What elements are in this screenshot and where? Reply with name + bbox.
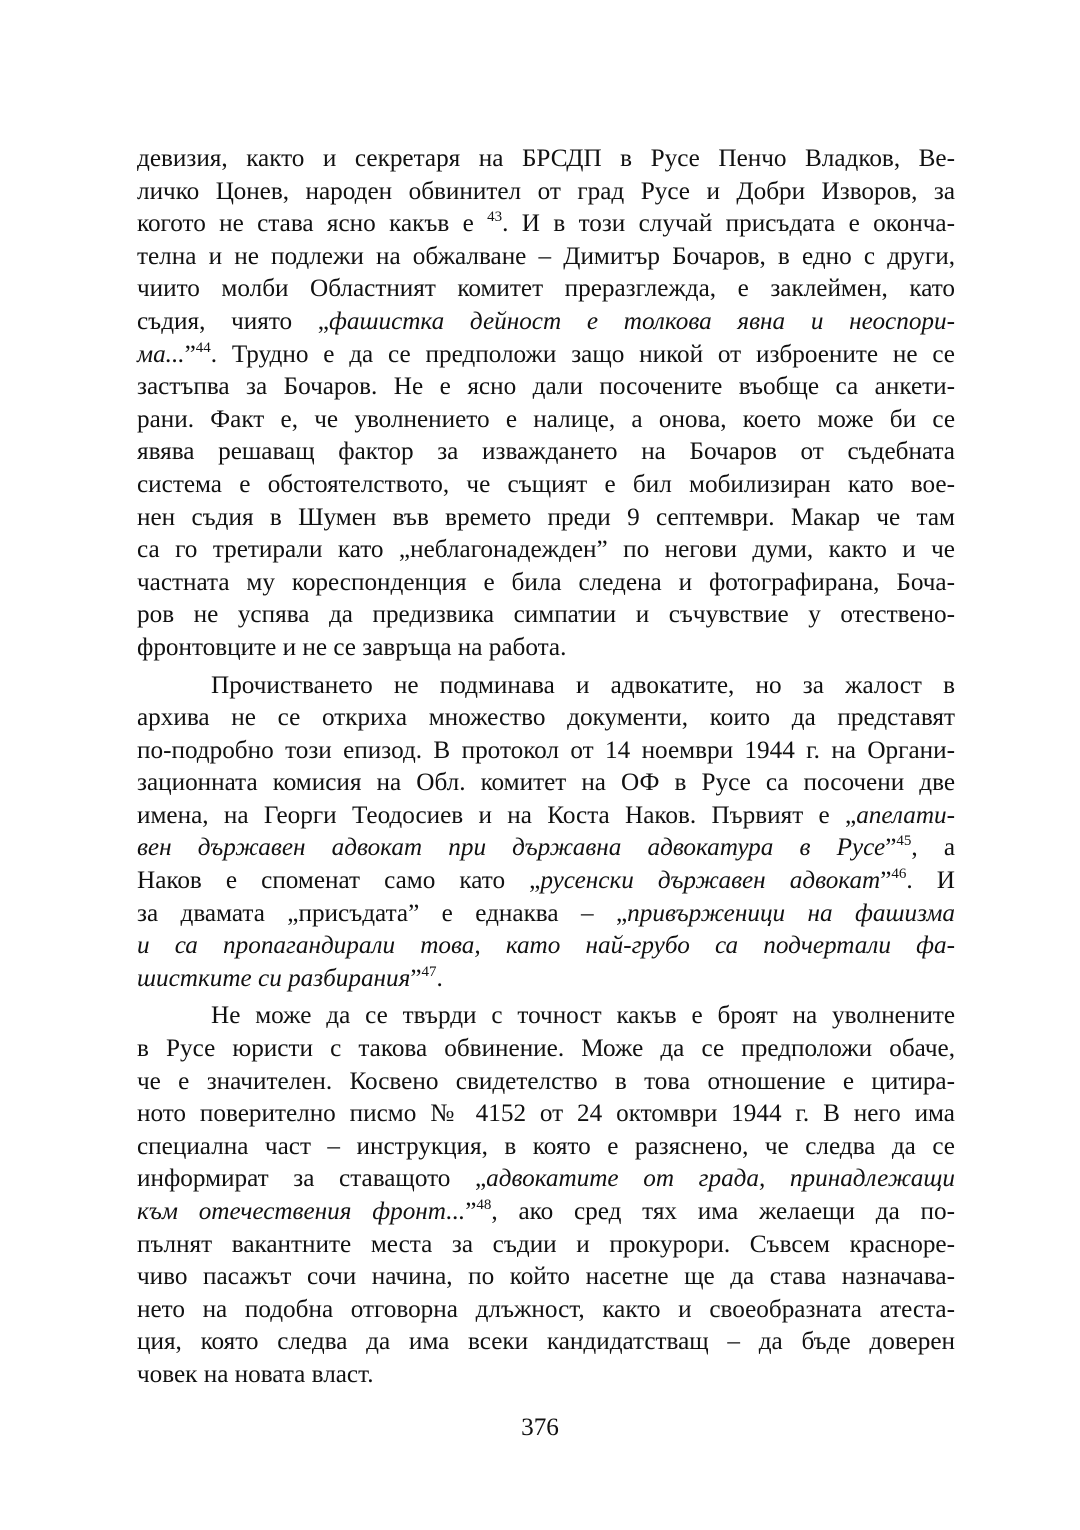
text-run: имена, на Георги Теодосиев и на Коста Наков. Първият е „ [137,801,857,829]
text-run: ция, която следва да има всеки кандидатстващ – да бъде доверен [137,1328,955,1356]
text-run: по-подробно този епизод. В протокол от 14 ноември 1944 г. на Органи- [137,736,955,764]
text-run: че е значителен. Косвено свидетелство в това отношение е цитира- [137,1067,955,1095]
italic-quote: адвокатите от града, принадлежащи [486,1165,955,1193]
text-line [137,567,955,600]
text-run: съдия, чиято „ [137,307,329,335]
text-run: за двамата „присъдата” е еднаква – „ [137,899,628,927]
text-line [137,963,955,996]
text-line [137,1261,955,1294]
text-line [137,339,955,372]
text-line [137,208,955,241]
italic-quote: привърженици на фашизма [627,899,955,927]
text-run: застъпва за Бочаров. Не е ясно дали посочените въобще са анкети- [137,373,955,401]
italic-quote: апелати- [856,801,955,829]
text-line [137,632,955,665]
text-run: девизия, както и секретаря на БРСДП в Русе Пенчо Владков, Ве- [137,145,955,172]
text-line [137,670,955,703]
text-run: рани. Факт е, че уволнението е налице, а онова, което може би се [137,405,955,433]
text-line [137,371,955,404]
text-run: . И в този случай присъдата е оконча- [502,210,955,238]
text-run: в Русе юристи с такова обвинение. Може да се предположи обаче, [137,1035,955,1063]
text-run: Наков е споменат само като „ [137,867,541,895]
text-line [137,306,955,339]
text-run: явява решаващ фактор за изваждането на Бочаров от съдебната [137,438,955,466]
text-line [137,1033,955,1066]
text-run: чиито молби Областният комитет преразглежда, е заклеймен, като [137,275,955,303]
text-run: пълнят вакантните места за съдии и прокурори. Съвсем красноре- [137,1230,955,1258]
text-run: частната му кореспонденция е била следена и фотографирана, Боча- [137,568,955,596]
text-line [137,1000,955,1033]
text-line [137,1066,955,1099]
text-run: ” [410,964,422,992]
italic-quote: фашистка дейност е толкова явна и неоспори- [328,307,955,335]
text-run: , ако сред тях има желаещи да по- [491,1198,956,1225]
text-run: система е обстоятелството, че същият е бил мобилизиран като вое- [137,470,955,498]
italic-quote: към отечествения фронт... [137,1198,466,1225]
text-run: архива не се откриха множество документи, които да представят [137,704,955,732]
text-line [137,436,955,469]
text-line [137,702,955,735]
text-run: личко Цонев, народен обвинител от град Русе и Добри Изворов, за [137,177,955,205]
text-run: ” [465,1198,477,1225]
text-line [137,176,955,209]
text-run: нен съдия в Шумен във времето преди 9 септември. Макар че там [137,503,955,531]
footnote-ref: 44 [195,339,211,356]
text-line [137,1294,955,1327]
paragraph [137,1000,955,1391]
text-line [137,1098,955,1131]
paragraph [137,143,955,665]
text-line [137,832,955,865]
text-line [137,502,955,535]
text-run: човек на новата власт. [137,1360,374,1388]
italic-quote: русенски държавен адвокат [540,867,881,895]
text-run: ров не успява да предизвика симпатии и съчувствие у отествено- [137,601,955,629]
text-run: . И [906,867,955,895]
italic-quote: и са пропагандирали това, като най-грубо са подчертали фа- [137,932,955,960]
text-line [137,599,955,632]
text-run: телна и не подлежи на обжалване – Димитър Бочаров, в едно с други, [137,242,955,270]
text-line [137,735,955,768]
text-run: когото не става ясно какъв е [137,210,488,238]
text-line [137,1229,955,1262]
text-run: информират за ставащото „ [137,1165,487,1193]
text-line [137,1196,955,1229]
text-line [137,1131,955,1164]
text-run: , а [911,834,955,862]
page-number: 376 [521,1414,559,1441]
text-run: . [436,964,443,992]
text-line [137,800,955,833]
text-line [137,898,955,931]
text-line [137,241,955,274]
text-line [137,404,955,437]
text-line [137,273,955,306]
footnote-ref: 43 [487,209,503,226]
text-line [137,767,955,800]
text-run: са го третирали като „неблагонадежден” по негови думи, както и че [137,536,955,564]
footnote-ref: 48 [476,1197,492,1213]
text-line [137,469,955,502]
text-line [137,1359,955,1392]
text-run: . Трудно е да се предположи защо никой от изброените не се [210,340,955,368]
text-run: ното поверително писмо № 4152 от 24 октомври 1944 г. В него има [137,1100,955,1128]
paragraph [137,670,955,996]
text-run: чиво пасажът сочи начина, по който насетне ще да става назначава- [137,1263,955,1291]
text-line [137,1326,955,1359]
italic-quote: вен държавен адвокат при държавна адвокатура в Русе [137,834,886,862]
footnote-ref: 45 [896,833,912,850]
text-run: Не може да се твърди с точност какъв е броят на уволнените [211,1002,955,1030]
text-line [137,1163,955,1196]
italic-quote: шистките си разбирания [137,964,411,992]
text-line [137,865,955,898]
text-run: ” [885,834,897,862]
text-run: ” [880,867,892,895]
text-run: нето на подобна отговорна длъжност, както и своеобразната атеста- [137,1295,955,1323]
text-line [137,534,955,567]
footnote-ref: 46 [891,866,907,883]
text-run: Прочистването не подминава и адвокатите, но за жалост в [211,671,955,699]
footnote-ref: 47 [421,963,437,980]
text-line [137,930,955,963]
text-run: фронтовците и не се завръща на работа. [137,633,567,661]
italic-quote: ма... [137,340,185,368]
text-line [137,143,955,176]
body-text [137,143,955,1392]
text-run: зационната комисия на Обл. комитет на ОФ в Русе са посочени две [137,769,955,797]
text-run: ” [184,340,196,368]
text-run: специална част – инструкция, в която е разяснено, че следва да се [137,1132,955,1160]
